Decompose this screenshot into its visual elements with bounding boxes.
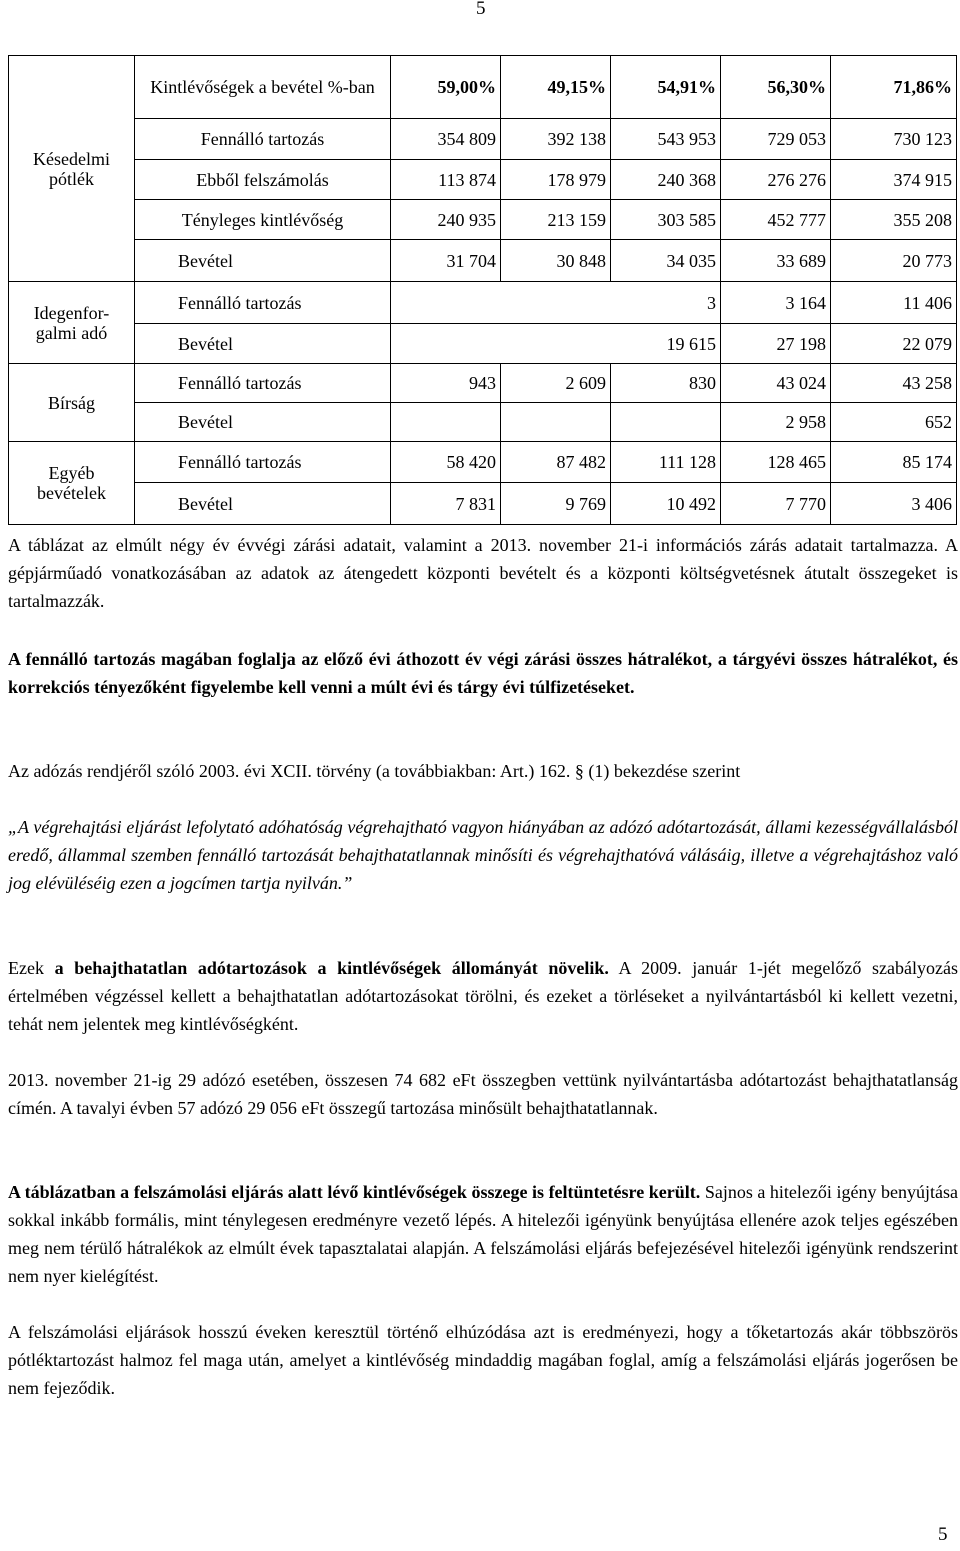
value-cell: 3 bbox=[391, 282, 721, 324]
value-cell: 7 770 bbox=[721, 483, 831, 525]
value-cell: 2 609 bbox=[501, 364, 611, 403]
category-label: Késedelmi pótlék bbox=[33, 148, 110, 189]
value-cell: 240 368 bbox=[611, 160, 721, 200]
paragraph-liquidation bbox=[8, 1178, 958, 1290]
table-row bbox=[9, 403, 957, 442]
value-cell: 392 138 bbox=[501, 119, 611, 160]
paragraph-art-reference: Az adózás rendjéről szóló 2003. évi XCII. törvény (a továbbiakban: Art.) 162. § (1) bekezdése szerint bbox=[8, 761, 741, 781]
row-label: Fennálló tartozás bbox=[135, 364, 391, 403]
value-cell: 374 915 bbox=[831, 160, 957, 200]
row-label: Bevétel bbox=[135, 240, 391, 282]
value-cell: 113 874 bbox=[391, 160, 501, 200]
value-cell bbox=[391, 403, 501, 442]
paragraph-table-note: A táblázat az elmúlt négy év évvégi zárási adatait, valamint a 2013. november 21-i információs zárás adatait tartalmazza. A gépjárműadó vonatkozásában az adatok az átengedett központi bevételt és a központi költségvetésnek átutalt összegeket is tartalmazzák. bbox=[8, 535, 958, 611]
value-cell: 652 bbox=[831, 403, 957, 442]
paragraph-2013-figures: 2013. november 21-ig 29 adózó esetében, összesen 74 682 eFt összegben vettünk nyilvántartásba adótartozást behajthatatlanság címén. A tavalyi évben 57 adózó 29 056 eFt összegű tartozása minősült behajthatatlannak. bbox=[8, 1070, 958, 1118]
value-cell: 22 079 bbox=[831, 324, 957, 364]
value-cell: 54,91% bbox=[611, 56, 721, 119]
table-row bbox=[9, 483, 957, 525]
value-cell: 71,86% bbox=[831, 56, 957, 119]
value-cell: 30 848 bbox=[501, 240, 611, 282]
bold-sentence: A táblázatban a felszámolási eljárás alatt lévő kintlévőségek összege is feltüntetésre került. bbox=[8, 1182, 701, 1202]
receivables-table bbox=[8, 55, 957, 525]
value-cell: 33 689 bbox=[721, 240, 831, 282]
paragraph-uncollectible bbox=[8, 954, 958, 1038]
category-cell bbox=[9, 364, 135, 442]
value-cell: 943 bbox=[391, 364, 501, 403]
value-cell bbox=[611, 403, 721, 442]
value-cell: 830 bbox=[611, 364, 721, 403]
table-row bbox=[9, 282, 957, 324]
paragraph-liquidation-duration: A felszámolási eljárások hosszú éveken keresztül történő elhúzódása azt is eredményezi, hogy a tőketartozás akár többszörös pótléktartozást halmoz fel maga után, amelyet a kintlévőség mindaddig magában foglal, amíg a felszámolási eljárás jogerősen be nem fejeződik. bbox=[8, 1322, 958, 1398]
value-cell: 56,30% bbox=[721, 56, 831, 119]
table-row bbox=[9, 240, 957, 282]
row-label: Fennálló tartozás bbox=[135, 282, 391, 324]
value-cell: 34 035 bbox=[611, 240, 721, 282]
value-cell: 276 276 bbox=[721, 160, 831, 200]
value-cell: 2 958 bbox=[721, 403, 831, 442]
value-cell: 213 159 bbox=[501, 200, 611, 240]
value-cell: 355 208 bbox=[831, 200, 957, 240]
value-cell: 19 615 bbox=[391, 324, 721, 364]
value-cell: 729 053 bbox=[721, 119, 831, 160]
table-row bbox=[9, 364, 957, 403]
text-span: A 2009. január 1-jét megelőző szabályozás értelmében végzéssel kellett a behajthatatlan adótartozásokat törölni, és ezeket a törléseket a nyilvántartásból ki kellett vezetni, tehát nem jelentek meg kintlévőségként. bbox=[8, 958, 958, 1034]
category-cell bbox=[9, 282, 135, 364]
bold-phrase: a behajthatatlan adótartozások a kintlévőségek állományát növelik. bbox=[54, 958, 609, 978]
row-label: Fennálló tartozás bbox=[135, 442, 391, 483]
row-label: Tényleges kintlévőség bbox=[135, 200, 391, 240]
table-row bbox=[9, 200, 957, 240]
page-number-top: 5 bbox=[476, 0, 486, 19]
row-label: Bevétel bbox=[135, 483, 391, 525]
value-cell: 3 406 bbox=[831, 483, 957, 525]
page-number-bottom: 5 bbox=[938, 1524, 948, 1545]
row-label: Kintlévőségek a bevétel %-ban bbox=[135, 56, 391, 119]
table-row bbox=[9, 324, 957, 364]
text-span: Sajnos a hitelezői igény benyújtása sokkal inkább formális, mint ténylegesen eredményre vezető lépés. A hitelezői igényünk benyújtása ellenére azok teljes egészében meg nem térülő hátralékok az elmúlt évek tapasztalatai alapján. A felszámolási eljárás befejezésével hitelezői igényünk rendszerint nem nyer kielégítést. bbox=[8, 1182, 958, 1286]
value-cell: 85 174 bbox=[831, 442, 957, 483]
value-cell: 128 465 bbox=[721, 442, 831, 483]
value-cell: 49,15% bbox=[501, 56, 611, 119]
value-cell: 178 979 bbox=[501, 160, 611, 200]
category-cell bbox=[9, 442, 135, 525]
value-cell: 27 198 bbox=[721, 324, 831, 364]
value-cell: 354 809 bbox=[391, 119, 501, 160]
text-span: Ezek bbox=[8, 958, 55, 978]
table-row bbox=[9, 119, 957, 160]
value-cell: 43 258 bbox=[831, 364, 957, 403]
value-cell: 87 482 bbox=[501, 442, 611, 483]
value-cell: 20 773 bbox=[831, 240, 957, 282]
category-label: Bírság bbox=[48, 392, 95, 413]
value-cell: 452 777 bbox=[721, 200, 831, 240]
row-label: Fennálló tartozás bbox=[135, 119, 391, 160]
row-label: Bevétel bbox=[135, 403, 391, 442]
table-row bbox=[9, 56, 957, 119]
value-cell: 31 704 bbox=[391, 240, 501, 282]
value-cell: 3 164 bbox=[721, 282, 831, 324]
category-label: Idegenfor-galmi adó bbox=[33, 302, 110, 343]
value-cell: 240 935 bbox=[391, 200, 501, 240]
category-label: Egyéb bevételek bbox=[37, 463, 106, 503]
value-cell: 111 128 bbox=[611, 442, 721, 483]
value-cell: 543 953 bbox=[611, 119, 721, 160]
paragraph-outstanding-debt: A fennálló tartozás magában foglalja az előző évi áthozott év végi zárási összes hátralékot, a tárgyévi összes hátralékot, és korrekciós tényezőként figyelembe kell venni a múlt évi és tárgy évi túlfizetéseket. bbox=[8, 649, 958, 697]
row-label: Ebből felszámolás bbox=[135, 160, 391, 200]
value-cell: 10 492 bbox=[611, 483, 721, 525]
category-cell bbox=[9, 56, 135, 282]
value-cell: 9 769 bbox=[501, 483, 611, 525]
value-cell bbox=[501, 403, 611, 442]
value-cell: 7 831 bbox=[391, 483, 501, 525]
value-cell: 43 024 bbox=[721, 364, 831, 403]
value-cell: 11 406 bbox=[831, 282, 957, 324]
value-cell: 303 585 bbox=[611, 200, 721, 240]
value-cell: 58 420 bbox=[391, 442, 501, 483]
paragraph-legal-quote: „A végrehajtási eljárást lefolytató adóhatóság végrehajtható vagyon hiányában az adózó adótartozását, állami kezességvállalásból eredő, állammal szemben fennálló tartozását behajthatatlannak minősíti és végrehajthatóvá válásáig, illetve a végrehajtáshoz való jog elévüléséig ezen a jogcímen tartja nyilván.” bbox=[8, 817, 958, 893]
value-cell: 730 123 bbox=[831, 119, 957, 160]
value-cell: 59,00% bbox=[391, 56, 501, 119]
table-row bbox=[9, 442, 957, 483]
table-row bbox=[9, 160, 957, 200]
row-label: Bevétel bbox=[135, 324, 391, 364]
